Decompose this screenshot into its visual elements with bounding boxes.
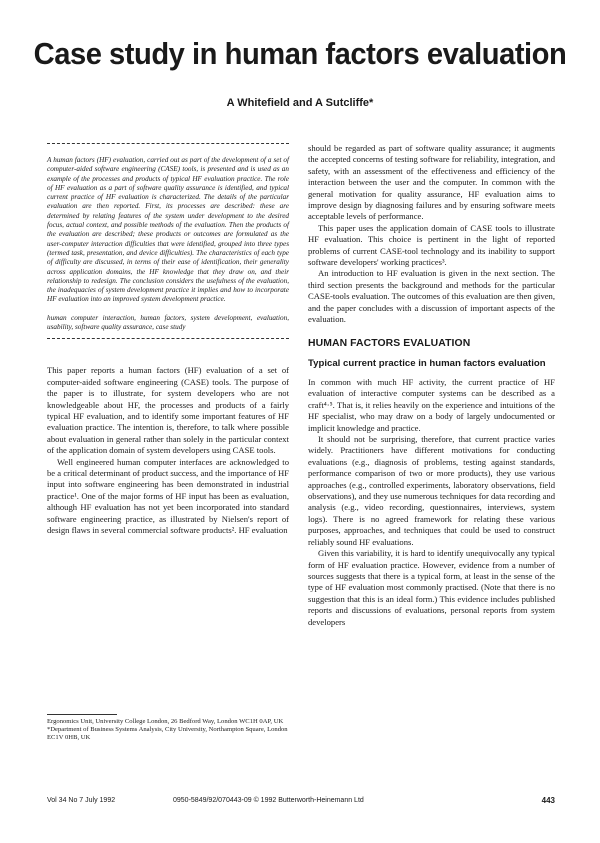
body-paragraph: An introduction to HF evaluation is given in the next section. The third section presents the background and methods for the particular CASE-tools evaluation. The outcomes of this evaluation are then given, and the paper concludes with a discussion of important aspects of the evaluation. bbox=[308, 268, 555, 325]
body-paragraph: It should not be surprising, therefore, that current practice varies widely. Practitioners have different motivations for conducting evaluations (e.g., diagnosis of problems, testing against standards, performance comparison of two or more products), they use various approaches (e.g., controlled experiments, laboratory observations, field observations), and they use numerous techniques for data recording and analysis (e.g., video recording, questionnaires, interviews, system logs). There is no agreed framework for relating these various purposes, approaches, and techniques that could be used to construct reliably sound HF evaluations. bbox=[308, 434, 555, 547]
copyright-line: 0950-5849/92/070443-09 © 1992 Butterworth-Heinemann Ltd bbox=[173, 797, 364, 804]
affiliation-footnote: Ergonomics Unit, University College London, 26 Bedford Way, London WC1H 0AP, UK bbox=[47, 718, 284, 725]
author-line: A Whitefield and A Sutcliffe* bbox=[226, 97, 374, 109]
left-column bbox=[47, 143, 289, 536]
body-paragraph: should be regarded as part of software quality assurance; it augments the accepted concerns of testing software for reliability, integration, and safety, with an assessment of the effectiveness and efficiency of the interaction between the user and the computer. In common with the general motivation for quality assurance, HF evaluation aims to improve design by diagnosing failures and by ensuring software meets acceptable levels of performance. bbox=[308, 143, 555, 222]
body-paragraph: In common with much HF activity, the current practice of HF evaluation of interactive computer systems can be described as a craft⁴·⁵. That is, it relies heavily on the experience and intuitions of the HF specialist, who may draw on a body of largely undocumented or implicit knowledge and practice. bbox=[308, 377, 555, 433]
abstract: A human factors (HF) evaluation, carried out as part of the development of a set of computer-aided software engineering (CASE) tools, is presented and is used as an example of the processes and products of typical HF evaluation practice. The role of HF evaluation as a part of software quality assurance is identified, and typical current practice of HF evaluation is characterized. The details of the particular evaluation are then reported. First, its processes are described: these are determined by relating features of the system under development to the desired focus, actual context, and possible methods of the evaluation. Then the products of the evaluation are described; these products or outcomes are formulated as the user-computer interaction difficulties that were identified, grouped into three types (termed task, presentation, and device difficulties). The characteristics of each type of difficulty are discussed, in terms of their ease of identification, their generality across application domains, the HF knowledge that they draw on, and their relationship to redesign. The conclusion considers the usefulness of the evaluation, the inadequacies of system development practice it implies and how to incorporate HF evaluation into an improved system development practice. bbox=[47, 156, 289, 304]
introduction bbox=[47, 365, 289, 536]
abstract-top-rule bbox=[47, 143, 289, 144]
footnote-rule bbox=[47, 714, 117, 715]
right-column bbox=[308, 143, 555, 628]
journal-volume: Vol 34 No 7 July 1992 bbox=[47, 797, 116, 804]
body-paragraph: This paper uses the application domain of CASE tools to illustrate HF evaluation. This choice is pertinent in the light of reported problems of current CASE-tool technology and its inability to support software developers' working practices³. bbox=[308, 222, 555, 268]
footnotes bbox=[47, 714, 289, 742]
body-paragraph: Given this variability, it is hard to identify unequivocally any typical form of HF evaluation practice. However, evidence from a number of sources suggests that there is a typical form, at least in the sense of the type of HF evaluation most commonly practised. (Note that there is no suggestion that this is an ideal form.) This evidence includes published reports and discussions of evaluations, personal reports from system developers bbox=[308, 548, 555, 627]
subsection-heading: Typical current practice in human factors evaluation bbox=[308, 357, 546, 369]
page-number: 443 bbox=[541, 796, 555, 805]
section-heading: HUMAN FACTORS EVALUATION bbox=[308, 337, 471, 349]
intro-paragraph: Well engineered human computer interfaces are acknowledged to be a critical determinant of product success, and the importance of HF input into software engineering has been demonstrated in industrial practice¹. One of the major forms of HF input has been as evaluation, although HF evaluation has not yet been incorporated into standard software engineering practice, as illustrated by Nielsen's report of design flaws in several commercial software products². HF evaluation bbox=[47, 456, 289, 536]
abstract-bottom-rule bbox=[47, 338, 289, 339]
paper-title: Case study in human factors evaluation bbox=[33, 36, 567, 71]
keywords: human computer interaction, human factors, system development, evaluation, usability, software quality assurance, case study bbox=[47, 313, 289, 332]
intro-paragraph: This paper reports a human factors (HF) evaluation of a set of computer-aided software engineering (CASE) tools. The purpose of the paper is to illustrate, for system developers who are not knowledgeable about HF, the processes and products of a fairly typical HF evaluation, and to identify some important features of HF evaluation practice. The intention is, therefore, to talk where possible about evaluation in general rather than solely in the particular context of the application domain of system developers using CASE tools. bbox=[47, 365, 289, 456]
affiliation-footnote: *Department of Business Systems Analysis, City University, Northampton Square, London EC1V 0HB, UK bbox=[47, 726, 288, 742]
